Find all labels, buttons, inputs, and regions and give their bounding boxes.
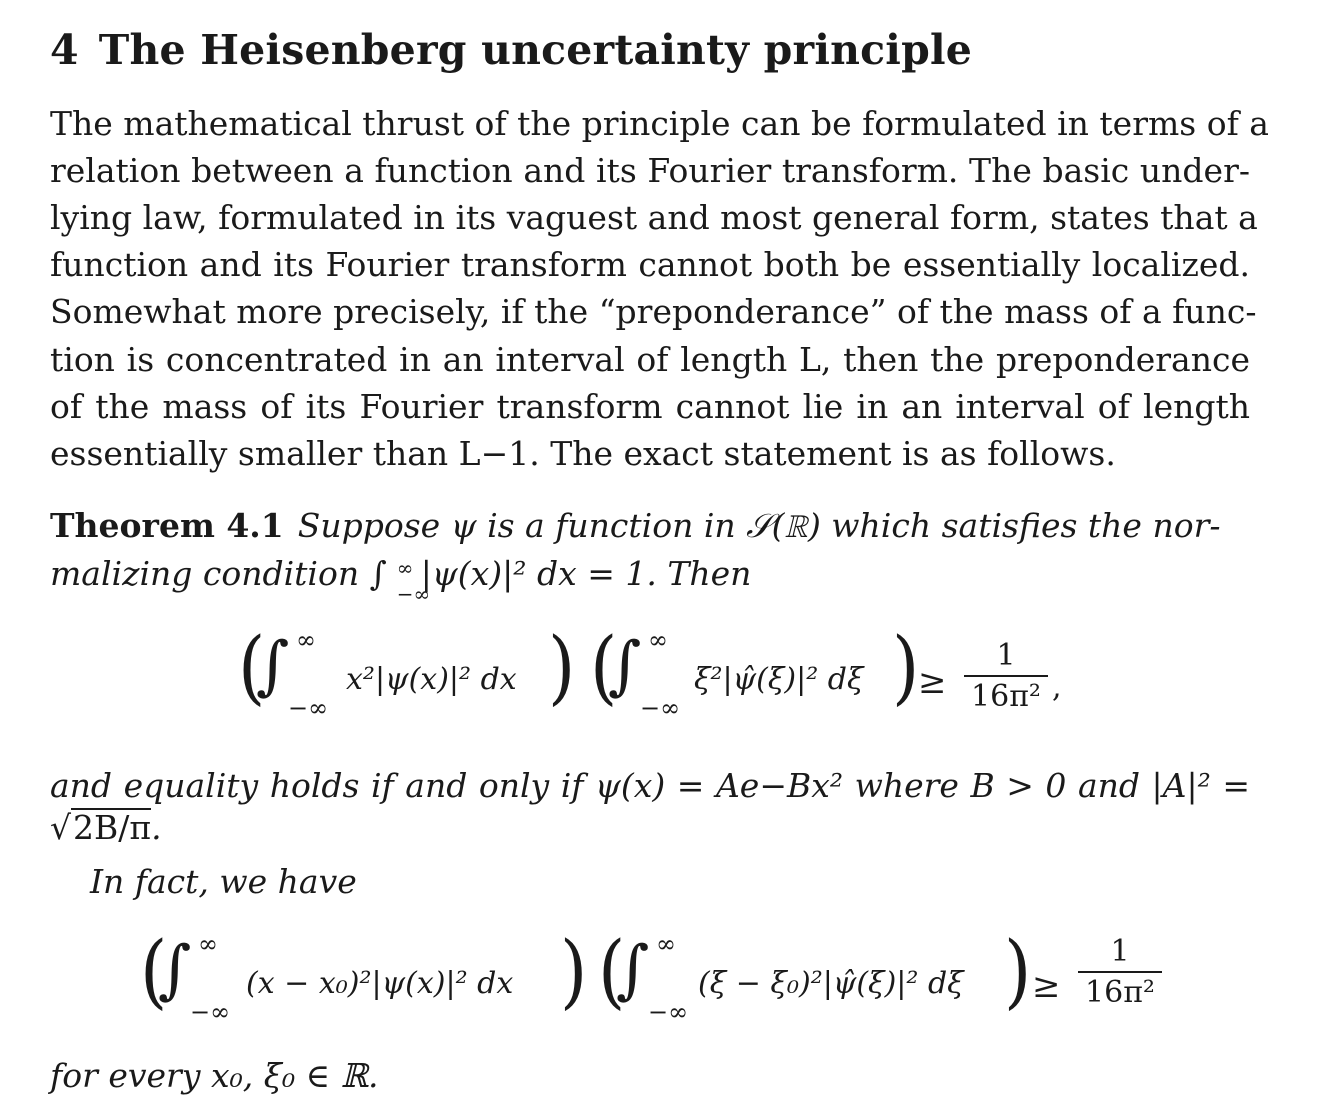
right-paren: ) [560, 923, 588, 1019]
theorem-text: malizing condition ∫ [50, 554, 387, 593]
left-paren: ( [598, 923, 626, 1019]
integral-sign: ∫ [256, 629, 290, 703]
left-paren: ( [590, 619, 618, 715]
upper-limit: ∞ [296, 626, 316, 654]
section-number: 4 [50, 26, 79, 74]
relation-geq: ≥ [918, 662, 947, 702]
lower-limit: −∞ [648, 998, 689, 1026]
integral-sign: ∫ [158, 933, 192, 1007]
fraction-denominator: 16π² [971, 679, 1041, 714]
upper-limit: ∞ [648, 626, 668, 654]
sqrt-sign: √ [50, 808, 72, 847]
lower-limit: −∞ [640, 694, 681, 722]
sqrt-argument: 2B/π [73, 808, 152, 847]
integral-sign: ∫ [616, 933, 650, 1007]
fraction-numerator: 1 [1078, 934, 1162, 973]
display-equation-2 [0, 922, 1334, 1032]
right-paren: ) [548, 619, 576, 715]
fraction-numerator: 1 [964, 638, 1048, 677]
fraction-denominator: 16π² [1085, 975, 1155, 1010]
paragraph-line: Somewhat more precisely, if the “preponderance” of the mass of a func- [50, 292, 1257, 331]
lower-limit: −∞ [288, 694, 329, 722]
fraction [964, 638, 1048, 714]
integrand-x: x²|ψ(x)|² dx [346, 662, 517, 697]
lower-limit: −∞ [396, 582, 431, 606]
paragraph-line: The mathematical thrust of the principle can be formulated in terms of a [50, 104, 1269, 143]
section-heading [50, 26, 972, 74]
integrand-xi: (ξ − ξ₀)²|ψ̂(ξ)|² dξ [698, 966, 964, 1001]
integral-sign: ∫ [608, 629, 642, 703]
closing-line: for every x₀, ξ₀ ∈ ℝ. [50, 1056, 379, 1095]
integrand-x: (x − x₀)²|ψ(x)|² dx [246, 966, 514, 1001]
paragraph-line: relation between a function and its Fourier transform. The basic under- [50, 151, 1250, 190]
left-paren: ( [238, 619, 266, 715]
paragraph-line: essentially smaller than L−1. The exact statement is as follows. [50, 434, 1116, 473]
lower-limit: −∞ [190, 998, 231, 1026]
relation-geq: ≥ [1032, 966, 1061, 1006]
theorem-line-1 [50, 502, 1250, 549]
trailing-comma: , [1052, 670, 1062, 705]
upper-limit: ∞ [396, 556, 414, 580]
right-paren: ) [1004, 923, 1032, 1019]
sqrt-expression [50, 804, 162, 851]
paragraph-line: of the mass of its Fourier transform cannot lie in an interval of length [50, 387, 1250, 426]
left-paren: ( [140, 923, 168, 1019]
theorem-text: Suppose ψ is a function in 𝒮(ℝ) which satisfies the nor- [297, 506, 1221, 545]
paragraph-line: tion is concentrated in an interval of length L, then the preponderance [50, 340, 1250, 379]
paragraph-line: function and its Fourier transform cannot both be essentially localized. [50, 245, 1250, 284]
equality-condition-line: and equality holds if and only if ψ(x) = Ae−Bx² where B > 0 and |A|² = [50, 766, 1250, 805]
fraction [1078, 934, 1162, 1010]
upper-limit: ∞ [198, 930, 218, 958]
in-fact-line: In fact, we have [90, 862, 357, 901]
upper-limit: ∞ [656, 930, 676, 958]
paragraph-line: lying law, formulated in its vaguest and most general form, states that a [50, 198, 1258, 237]
section-title: The Heisenberg uncertainty principle [98, 26, 972, 74]
right-paren: ) [892, 619, 920, 715]
theorem-text: |ψ(x)|² dx = 1. Then [420, 554, 752, 593]
integrand-xi: ξ²|ψ̂(ξ)|² dξ [694, 662, 864, 697]
integral-limits [387, 556, 431, 606]
theorem-label: Theorem 4.1 [50, 506, 284, 545]
theorem-line-2 [50, 550, 1250, 606]
sqrt-trail: . [151, 808, 162, 847]
display-equation-1 [0, 620, 1334, 730]
